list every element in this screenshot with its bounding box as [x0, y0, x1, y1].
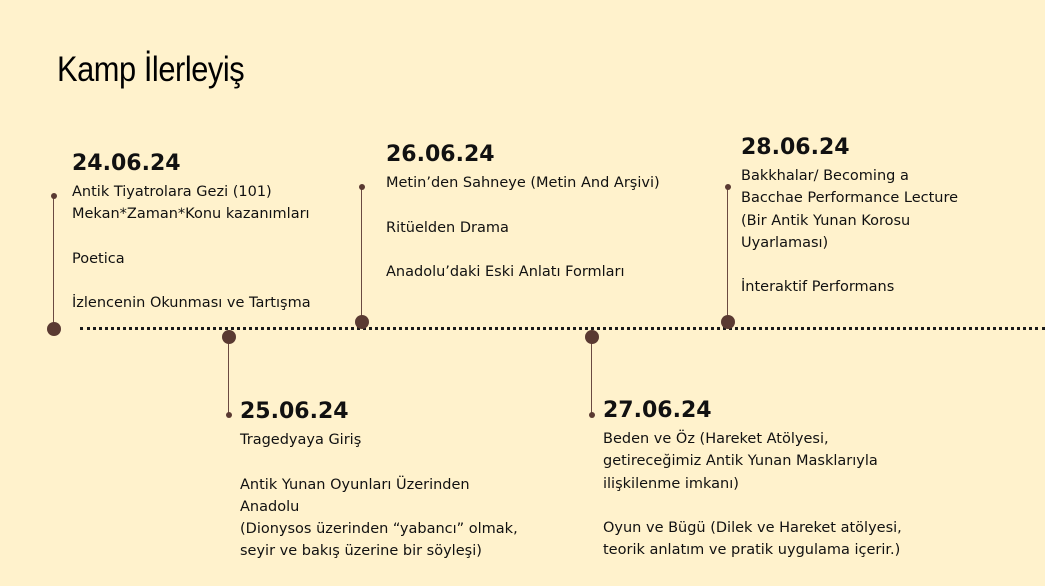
event-line: Antik Yunan Oyunları Üzerinden — [240, 476, 470, 493]
event-line: ilişkilenme imkanı) — [603, 475, 739, 492]
event-line — [386, 194, 660, 216]
event-line: seyir ve bakış üzerine bir söyleşi) — [240, 543, 482, 560]
timeline-stem — [591, 337, 592, 415]
timeline-marker-small — [589, 412, 595, 418]
event-line: Tragedyaya Giriş — [240, 432, 362, 448]
event-date: 28.06.24 — [741, 135, 850, 160]
event-date: 24.06.24 — [72, 151, 181, 176]
event-line: (Dionysos üzerinden “yabancı” olmak, — [240, 521, 518, 538]
timeline-marker — [47, 322, 61, 336]
event-line: Metin’den Sahneye (Metin And Arşivi) — [386, 175, 660, 191]
timeline-event — [741, 134, 958, 299]
timeline-marker — [222, 330, 236, 344]
timeline-marker-small — [226, 412, 232, 418]
timeline-marker — [355, 315, 369, 329]
event-line: İzlencenin Okunması ve Tartışma — [72, 295, 311, 312]
event-line: Bakkhalar/ Becoming a — [741, 168, 909, 184]
timeline-stem — [727, 187, 728, 322]
event-line: (Bir Antik Yunan Korosu — [741, 212, 911, 229]
event-date: 26.06.24 — [386, 142, 495, 167]
event-line: Anadolu’daki Eski Anlatı Formları — [386, 264, 625, 281]
event-line: Anadolu — [240, 498, 300, 515]
event-line — [386, 239, 660, 261]
event-line: getireceğimiz Antik Yunan Masklarıyla — [603, 453, 878, 470]
event-line: Mekan*Zaman*Konu kazanımları — [72, 206, 310, 223]
timeline-marker-small — [51, 193, 57, 199]
event-line: Ritüelden Drama — [386, 219, 509, 236]
timeline-event — [603, 397, 902, 562]
timeline-event — [240, 398, 518, 563]
event-line: İnteraktif Performans — [741, 279, 895, 296]
event-line: Oyun ve Bügü (Dilek ve Hareket atölyesi, — [603, 520, 902, 537]
event-line — [741, 254, 958, 276]
timeline-marker-small — [725, 184, 731, 190]
event-line — [603, 495, 902, 517]
timeline-event — [386, 141, 660, 283]
event-line: Uyarlaması) — [741, 234, 829, 251]
timeline-marker — [585, 330, 599, 344]
event-date: 25.06.24 — [240, 399, 349, 424]
event-line: Antik Tiyatrolara Gezi (101) — [72, 184, 272, 200]
timeline-event — [72, 150, 311, 315]
event-line: Bacchae Performance Lecture — [741, 190, 959, 207]
event-line: Poetica — [72, 250, 125, 267]
event-line: teorik anlatım ve pratik uygulama içerir.) — [603, 542, 901, 559]
timeline-marker-small — [359, 184, 365, 190]
timeline-stem — [361, 187, 362, 322]
event-date: 27.06.24 — [603, 398, 712, 423]
page-title: Kamp İlerleyiş — [57, 50, 245, 89]
timeline-stem — [228, 337, 229, 415]
event-line — [72, 270, 311, 292]
timeline-marker — [721, 315, 735, 329]
event-line: Beden ve Öz (Hareket Atölyesi, — [603, 431, 829, 447]
event-line — [240, 451, 518, 473]
timeline-stem — [53, 196, 54, 329]
event-line — [72, 226, 311, 248]
timeline-axis — [80, 327, 1045, 330]
